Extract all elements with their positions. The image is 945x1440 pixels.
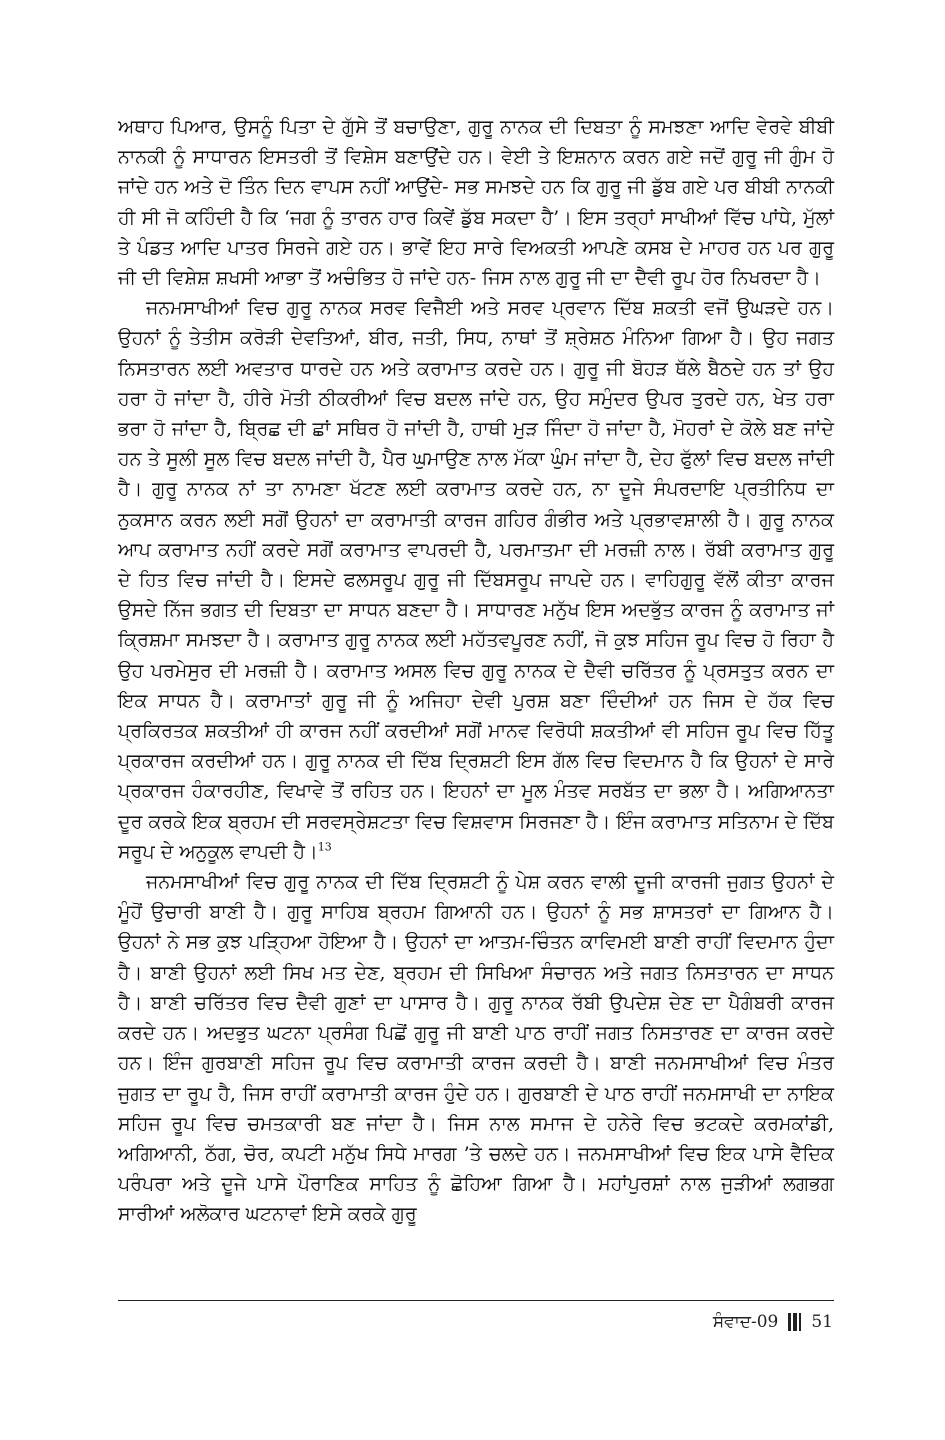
page-body (118, 112, 834, 1230)
page-number: 51 (811, 1312, 833, 1332)
page-footer (713, 1312, 833, 1332)
triple-bar-icon (788, 1313, 801, 1331)
journal-name: ਸੰਵਾਦ-09 (712, 1312, 779, 1332)
paragraph-2-text: ਜਨਮਸਾਖੀਆਂ ਵਿਚ ਗੁਰੂ ਨਾਨਕ ਸਰਵ ਵਿਜੈਈ ਅਤੇ ਸਰਵ ਪ੍ਰਵਾਨ ਦਿੱਬ ਸ਼ਕਤੀ ਵਜੋਂ ਉਘੜਦੇ ਹਨ। ਉਹਨਾਂ ਨੂੰ ਤੇਤੀਸ ਕਰੋੜੀ ਦੇਵਤਿਆਂ, ਬੀਰ, ਜਤੀ, ਸਿਧ, ਨਾਥਾਂ ਤੋਂ ਸ਼੍ਰੇਸ਼ਠ ਮੰਨਿਆ ਗਿਆ ਹੈ। ਉਹ ਜਗਤ ਨਿਸਤਾਰਨ ਲਈ ਅਵਤਾਰ ਧਾਰਦੇ ਹਨ ਅਤੇ ਕਰਾਮਾਤ ਕਰਦੇ ਹਨ। ਗੁਰੂ ਜੀ ਬੋਹੜ ਥੱਲੇ ਬੈਠਦੇ ਹਨ ਤਾਂ ਉਹ ਹਰਾ ਹੋ ਜਾਂਦਾ ਹੈ, ਹੀਰੇ ਮੋਤੀ ਠੀਕਰੀਆਂ ਵਿਚ ਬਦਲ ਜਾਂਦੇ ਹਨ, ਉਹ ਸਮੁੰਦਰ ਉਪਰ ਤੁਰਦੇ ਹਨ, ਖੇਤ ਹਰਾ ਭਰਾ ਹੋ ਜਾਂਦਾ ਹੈ, ਬ੍ਰਿਛ ਦੀ ਛਾਂ ਸਥਿਰ ਹੋ ਜਾਂਦੀ ਹੈ, ਹਾਥੀ ਮੁੜ ਜਿੰਦਾ ਹੋ ਜਾਂਦਾ ਹੈ, ਮੋਹਰਾਂ ਦੇ ਕੋਲੇ ਬਣ ਜਾਂਦੇ ਹਨ ਤੇ ਸੂਲੀ ਸੂਲ ਵਿਚ ਬਦਲ ਜਾਂਦੀ ਹੈ, ਪੈਰ ਘੁਮਾਉਣ ਨਾਲ ਮੱਕਾ ਘੁੰਮ ਜਾਂਦਾ ਹੈ, ਦੇਹ ਫੁੱਲਾਂ ਵਿਚ ਬਦਲ ਜਾਂਦੀ ਹੈ। ਗੁਰੂ ਨਾਨਕ ਨਾਂ ਤਾ ਨਾਮਣਾ ਖੱਟਣ ਲਈ ਕਰਾਮਾਤ ਕਰਦੇ ਹਨ, ਨਾ ਦੂਜੇ ਸੰਪਰਦਾਇ ਪ੍ਰਤੀਨਿਧ ਦਾ ਨੁਕਸਾਨ ਕਰਨ ਲਈ ਸਗੋਂ ਉਹਨਾਂ ਦਾ ਕਰਾਮਾਤੀ ਕਾਰਜ ਗਹਿਰ ਗੰਭੀਰ ਅਤੇ ਪ੍ਰਭਾਵਸ਼ਾਲੀ ਹੈ। ਗੁਰੂ ਨਾਨਕ ਆਪ ਕਰਾਮਾਤ ਨਹੀਂ ਕਰਦੇ ਸਗੋਂ ਕਰਾਮਾਤ ਵਾਪਰਦੀ ਹੈ, ਪਰਮਾਤਮਾ ਦੀ ਮਰਜ਼ੀ ਨਾਲ। ਰੱਬੀ ਕਰਾਮਾਤ ਗੁਰੂ ਦੇ ਹਿਤ ਵਿਚ ਜਾਂਦੀ ਹੈ। ਇਸਦੇ ਫਲਸਰੂਪ ਗੁਰੂ ਜੀ ਦਿੱਬਸਰੂਪ ਜਾਪਦੇ ਹਨ। ਵਾਹਿਗੁਰੂ ਵੱਲੋਂ ਕੀਤਾ ਕਾਰਜ ਉਸਦੇ ਨਿੱਜ ਭਗਤ ਦੀ ਦਿਬਤਾ ਦਾ ਸਾਧਨ ਬਣਦਾ ਹੈ। ਸਾਧਾਰਣ ਮਨੁੱਖ ਇਸ ਅਦਭੁੱਤ ਕਾਰਜ ਨੂੰ ਕਰਾਮਾਤ ਜਾਂ ਕ੍ਰਿਸ਼ਮਾ ਸਮਝਦਾ ਹੈ। ਕਰਾਮਾਤ ਗੁਰੂ ਨਾਨਕ ਲਈ ਮਹੱਤਵਪੂਰਣ ਨਹੀਂ, ਜੋ ਕੁਝ ਸਹਿਜ ਰੂਪ ਵਿਚ ਹੋ ਰਿਹਾ ਹੈ ਉਹ ਪਰਮੇਸੁਰ ਦੀ ਮਰਜ਼ੀ ਹੈ। ਕਰਾਮਾਤ ਅਸਲ ਵਿਚ ਗੁਰੂ ਨਾਨਕ ਦੇ ਦੈਵੀ ਚਰਿੱਤਰ ਨੂੰ ਪ੍ਰਸਤੁਤ ਕਰਨ ਦਾ ਇਕ ਸਾਧਨ ਹੈ। ਕਰਾਮਾਤਾਂ ਗੁਰੂ ਜੀ ਨੂੰ ਅਜਿਹਾ ਦੇਵੀ ਪੁਰਸ਼ ਬਣਾ ਦਿੰਦੀਆਂ ਹਨ ਜਿਸ ਦੇ ਹੱਕ ਵਿਚ ਪ੍ਰਕਿਰਤਕ ਸ਼ਕਤੀਆਂ ਹੀ ਕਾਰਜ ਨਹੀਂ ਕਰਦੀਆਂ ਸਗੋਂ ਮਾਨਵ ਵਿਰੋਧੀ ਸ਼ਕਤੀਆਂ ਵੀ ਸਹਿਜ ਰੂਪ ਵਿਚ ਹਿੱਤੂ ਪ੍ਰਕਾਰਜ ਕਰਦੀਆਂ ਹਨ। ਗੁਰੂ ਨਾਨਕ ਦੀ ਦਿੱਬ ਦ੍ਰਿਸ਼ਟੀ ਇਸ ਗੱਲ ਵਿਚ ਵਿਦਮਾਨ ਹੈ ਕਿ ਉਹਨਾਂ ਦੇ ਸਾਰੇ ਪ੍ਰਕਾਰਜ ਹੰਕਾਰਹੀਣ, ਵਿਖਾਵੇ ਤੋਂ ਰਹਿਤ ਹਨ। ਇਹਨਾਂ ਦਾ ਮੂਲ ਮੰਤਵ ਸਰਬੱਤ ਦਾ ਭਲਾ ਹੈ। ਅਗਿਆਨਤਾ ਦੂਰ ਕਰਕੇ ਇਕ ਬ੍ਰਹਮ ਦੀ ਸਰਵਸ੍ਰੇਸ਼ਟਤਾ ਵਿਚ ਵਿਸ਼ਵਾਸ ਸਿਰਜਣਾ ਹੈ। ਇੰਜ ਕਰਾਮਾਤ ਸਤਿਨਾਮ ਦੇ ਦਿੱਬ ਸਰੂਪ ਦੇ ਅਨੁਕੂਲ ਵਾਪਦੀ ਹੈ। (118, 297, 834, 863)
paragraph-2 (118, 293, 834, 867)
footnote-ref: 13 (317, 840, 332, 854)
footer-rule (118, 1300, 834, 1301)
paragraph-3: ਜਨਮਸਾਖੀਆਂ ਵਿਚ ਗੁਰੂ ਨਾਨਕ ਦੀ ਦਿੱਬ ਦ੍ਰਿਸ਼ਟੀ ਨੂੰ ਪੇਸ਼ ਕਰਨ ਵਾਲੀ ਦੂਜੀ ਕਾਰਜੀ ਜੁਗਤ ਉਹਨਾਂ ਦੇ ਮੂੰਹੋਂ ਉਚਾਰੀ ਬਾਣੀ ਹੈ। ਗੁਰੂ ਸਾਹਿਬ ਬ੍ਰਹਮ ਗਿਆਨੀ ਹਨ। ਉਹਨਾਂ ਨੂੰ ਸਭ ਸ਼ਾਸਤਰਾਂ ਦਾ ਗਿਆਨ ਹੈ। ਉਹਨਾਂ ਨੇ ਸਭ ਕੁਝ ਪੜ੍ਹਿਆ ਹੋਇਆ ਹੈ। ਉਹਨਾਂ ਦਾ ਆਤਮ-ਚਿੰਤਨ ਕਾਵਿਮਈ ਬਾਣੀ ਰਾਹੀਂ ਵਿਦਮਾਨ ਹੁੰਦਾ ਹੈ। ਬਾਣੀ ਉਹਨਾਂ ਲਈ ਸਿਖ ਮਤ ਦੇਣ, ਬ੍ਰਹਮ ਦੀ ਸਿਖਿਆ ਸੰਚਾਰਨ ਅਤੇ ਜਗਤ ਨਿਸਤਾਰਨ ਦਾ ਸਾਧਨ ਹੈ। ਬਾਣੀ ਚਰਿੱਤਰ ਵਿਚ ਦੈਵੀ ਗੁਣਾਂ ਦਾ ਪਾਸਾਰ ਹੈ। ਗੁਰੂ ਨਾਨਕ ਰੱਬੀ ਉਪਦੇਸ਼ ਦੇਣ ਦਾ ਪੈਗੰਬਰੀ ਕਾਰਜ ਕਰਦੇ ਹਨ। ਅਦਭੁਤ ਘਟਨਾ ਪ੍ਰਸੰਗ ਪਿਛੋਂ ਗੁਰੂ ਜੀ ਬਾਣੀ ਪਾਠ ਰਾਹੀਂ ਜਗਤ ਨਿਸਤਾਰਣ ਦਾ ਕਾਰਜ ਕਰਦੇ ਹਨ। ਇੰਜ ਗੁਰਬਾਣੀ ਸਹਿਜ ਰੂਪ ਵਿਚ ਕਰਾਮਾਤੀ ਕਾਰਜ ਕਰਦੀ ਹੈ। ਬਾਣੀ ਜਨਮਸਾਖੀਆਂ ਵਿਚ ਮੰਤਰ ਜੁਗਤ ਦਾ ਰੂਪ ਹੈ, ਜਿਸ ਰਾਹੀਂ ਕਰਾਮਾਤੀ ਕਾਰਜ ਹੁੰਦੇ ਹਨ। ਗੁਰਬਾਣੀ ਦੇ ਪਾਠ ਰਾਹੀਂ ਜਨਮਸਾਖੀ ਦਾ ਨਾਇਕ ਸਹਿਜ ਰੂਪ ਵਿਚ ਚਮਤਕਾਰੀ ਬਣ ਜਾਂਦਾ ਹੈ। ਜਿਸ ਨਾਲ ਸਮਾਜ ਦੇ ਹਨੇਰੇ ਵਿਚ ਭਟਕਦੇ ਕਰਮਕਾਂਡੀ, ਅਗਿਆਨੀ, ਠੱਗ, ਚੋਰ, ਕਪਟੀ ਮਨੁੱਖ ਸਿਧੇ ਮਾਰਗ ’ਤੇ ਚਲਦੇ ਹਨ। ਜਨਮਸਾਖੀਆਂ ਵਿਚ ਇਕ ਪਾਸੇ ਵੈਦਿਕ ਪਰੰਪਰਾ ਅਤੇ ਦੂਜੇ ਪਾਸੇ ਪੌਰਾਣਿਕ ਸਾਹਿਤ ਨੂੰ ਛੋਹਿਆ ਗਿਆ ਹੈ। ਮਹਾਂਪੁਰਸ਼ਾਂ ਨਾਲ ਜੁੜੀਆਂ ਲਗਭਗ ਸਾਰੀਆਂ ਅਲੋਕਾਰ ਘਟਨਾਵਾਂ ਇਸੇ ਕਰਕੇ ਗੁਰੂ (118, 871, 834, 1226)
paragraph-1: ਅਥਾਹ ਪਿਆਰ, ਉਸਨੂੰ ਪਿਤਾ ਦੇ ਗੁੱਸੇ ਤੋਂ ਬਚਾਉਣਾ, ਗੁਰੂ ਨਾਨਕ ਦੀ ਦਿਬਤਾ ਨੂੰ ਸਮਝਣਾ ਆਦਿ ਵੇਰਵੇ ਬੀਬੀ ਨਾਨਕੀ ਨੂੰ ਸਾਧਾਰਨ ਇਸਤਰੀ ਤੋਂ ਵਿਸ਼ੇਸ ਬਣਾਉਂਦੇ ਹਨ। ਵੇਈ ਤੇ ਇਸ਼ਨਾਨ ਕਰਨ ਗਏ ਜਦੋਂ ਗੁਰੂ ਜੀ ਗੁੰਮ ਹੋ ਜਾਂਦੇ ਹਨ ਅਤੇ ਦੋ ਤਿੰਨ ਦਿਨ ਵਾਪਸ ਨਹੀਂ ਆਉਂਦੇ- ਸਭ ਸਮਝਦੇ ਹਨ ਕਿ ਗੁਰੂ ਜੀ ਡੁੱਬ ਗਏ ਪਰ ਬੀਬੀ ਨਾਨਕੀ ਹੀ ਸੀ ਜੋ ਕਹਿੰਦੀ ਹੈ ਕਿ ‘ਜਗ ਨੂੰ ਤਾਰਨ ਹਾਰ ਕਿਵੇਂ ਡੁੱਬ ਸਕਦਾ ਹੈ’। ਇਸ ਤਰ੍ਹਾਂ ਸਾਖੀਆਂ ਵਿੱਚ ਪਾਂਧੇ, ਮੁੱਲਾਂ ਤੇ ਪੰਡਤ ਆਦਿ ਪਾਤਰ ਸਿਰਜੇ ਗਏ ਹਨ। ਭਾਵੇਂ ਇਹ ਸਾਰੇ ਵਿਅਕਤੀ ਆਪਣੇ ਕਸਬ ਦੇ ਮਾਹਰ ਹਨ ਪਰ ਗੁਰੂ ਜੀ ਦੀ ਵਿਸ਼ੇਸ਼ ਸ਼ਖਸੀ ਆਭਾ ਤੋਂ ਅਚੰਭਿਤ ਹੋ ਜਾਂਦੇ ਹਨ- ਜਿਸ ਨਾਲ ਗੁਰੂ ਜੀ ਦਾ ਦੈਵੀ ਰੂਪ ਹੋਰ ਨਿਖਰਦਾ ਹੈ। (118, 116, 834, 290)
